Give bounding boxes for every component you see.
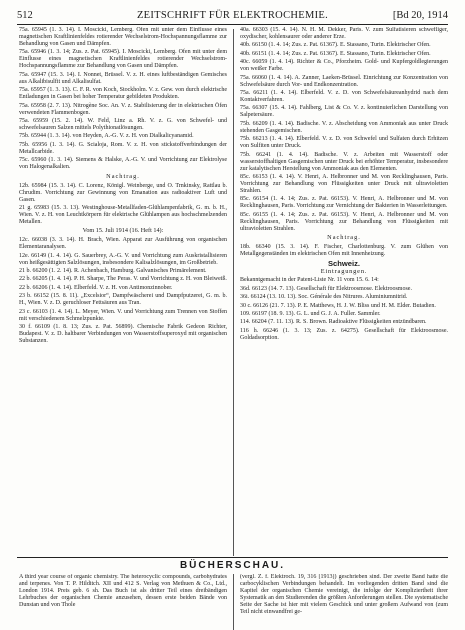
patent-entry: 116 h. 66246 (1. 3. 13; Zus. z. 64275). Gesellschaft für Elektroosmose. Goldadsorption. [240,327,448,341]
patent-entry: 75a. 65957 (1. 3. 13). C. F. R. von Koch, Stockholm. V. z. Gew. von durch elektrische Entladungen in Gasen bei hoher Temperatur gebildeten Produkten. [19,87,227,101]
patent-entry: 75a. 66211 (1. 4. 14). Elberfeld. V. z. D. von Schwefelsäureanhydrid nach dem Kontaktverfahren. [240,89,448,103]
patent-entry: 75a. 65947 (15. 3. 14). I. Nonnet, Brüssel. V. z. H. eines luftbeständigen Gemisches aus Alkalibisulfit und Alkalisulfat. [19,71,227,85]
patent-entry: 12b. 65984 (15. 3. 14). C. Lorenz, Königl. Weinberge, und O. Trnkinsky, Rattlau b. Chrudim. Vorrichtung zur Gewinnung von Emanation aus radioaktiver Luft und Gasen. [19,182,227,203]
left-column [19,27,227,558]
patent-entry: 75a. 66307 (15. 4. 14). Fahlberg, List & Co. V. z. kontinuierlichen Darstellung von Salpetersäure. [240,105,448,119]
patent-entry: 30 c. 66126 (21. 7. 13). P. E. Matthews, H. J. W. Bliss und H. M. Elder. Butadien. [240,302,436,309]
patent-entry: 75a. 65959 (15. 2. 14). W. Feld, Linz a. Rh. V. z. G. von Schwefel- und schwefelsauren Salzen mittels Polythionatlösungen. [19,117,227,131]
patent-entry: 40b. 66150 (1. 4. 14; Zus. z. Pat. 61367). E. Stassano, Turin. Elektrischer Ofen. [240,42,431,49]
patent-entry: 75a. 65945 (1. 3. 14). I. Moscicki, Lemberg. Ofen mit unter dem Einflusse eines magnetischen Kraftlinienfeldes rotierender Wechselstrom-Hochspannungsflamme zur Behandlung von Gasen und Dämpfen. [19,27,227,47]
patent-entry: 36d. 66123 (14. 7. 13). Gesellschaft für Elektroosmose. Elektroosmose. [240,285,412,292]
announcement-line: Bekanntgemacht in der Patent-Liste Nr. 11 vom 15. 6. 14: [240,277,379,284]
patent-entry: 75b. 66241 (1. 4. 14). Badische. V. z. Arbeiten mit Wasserstoff oder wasserstoffhaltigen Gasgemischen unter Druck bei erhöhter Temperatur, insbesondere zur katalytischen Herstellung von Ammoniak aus den Elementen. [240,151,448,172]
patent-entry: 18b. 66340 (15. 3. 14). F. Fischer, Charlottenburg. V. zum Glühen von Metallgegenständen im elektrischen Ofen mit Innenheizung. [240,244,448,258]
patent-entry: 21 b. 66200 (1. 2. 14). R. Achenbach, Hamburg. Galvanisches Primärelement. [19,268,207,275]
patent-entry: 75b. 65956 (1. 3. 14). G. Scialoja, Rom. V. z. H. von stickstoffverbindungen der Metallcarbide. [19,141,227,155]
patent-entry: 36i. 66124 (13. 10. 13). Soc. Générale des Nitrures. Aluminiumnitrid. [240,294,408,301]
patent-entry: 22 b. 66206 (1. 4. 14). Elberfeld. V. z. H. von Antimonzinnober. [19,284,173,291]
patent-entry: 75b. 66209 (1. 4. 14). Badische. V. z. Abscheidung von Ammoniak aus unter Druck stehenden Gasgemischen. [240,120,448,134]
journal-title: ZEITSCHRIFT FÜR ELEKTROCHEMIE. [136,10,329,21]
section-title-buecherschau: BÜCHERSCHAU. [179,560,286,571]
patent-entry: 40a. 66303 (15. 4. 14). N. H. M. Dekker, Paris. V. zum Sulfatisieren schwefliger, oxydischer, kohlensaurer oder anderer Erze. [240,27,448,40]
patent-entry: 75a. 66060 (1. 4. 14). A. Zanner, Laeken-Brüssel. Einrichtung zur Konzentration von Schwefelsäure durch Vor- und Endkonzentration. [240,74,448,88]
review-text-left: A third year course of organic chemistry. The heterocyclic compounds, carbohydrates and terpenes. Von T. P. Hilditch. XII und 412 S. Verlag von Methuen & Co., Ltd., London 1914. Preis geb. 6 sh. Das Buch ist als dritter Teil eines dreibändigen Lehrbuches der organischen Chemie anzusehen, dessen erste beiden Bände von Dunstan und von Thole [19,574,227,608]
header-rule [17,24,448,25]
review-text-right: (vergl. Z. f. Elektroch. 19, 316 [1913]) geschrieben sind. Der zweite Band hatte die carbocyklischen Verbindungen behandelt. Im vorliegenden dritten Band sind die Kapitel der organischen Chemie vereinigt, die infolge der Kompliziertheit ihrer Systematik an den Studierenden die größten Anforderungen stellen. Die systematische Seite der Sache ist hier mit vielem Geschick und unter großem Aufwand von (zum Teil nicht einwandfrei ge- [240,574,448,615]
section-heading-nachtrag: Nachtrag. [327,234,361,242]
patent-entry: 114. 66204 (7. 11. 13). R. S. Brown. Radioaktive Flüssigkeiten entzündbaren. [240,319,427,326]
patent-entry: 12c. 66038 (3. 3. 14). H. Brach, Wien. Apparat zur Ausführung von organischen Elementaranalysen. [19,237,227,251]
patent-entry: 22 b. 66205 (1. 4. 14). P. H. Sharpe, The Peras. V. und Vorrichtung z. H. von Bleiweiß. [19,276,227,283]
issue-date-heading: Vom 15. Juli 1914 (16. Heft 14): [82,227,164,235]
patent-entry: 75c. 65960 (1. 3. 14). Siemens & Halske, A.-G. V. und Vorrichtung zur Elektrolyse von Halogenalkalien. [19,157,227,171]
patent-entry: 75a. 65946 (1. 3. 14; Zus. z. Pat. 65945). I. Moscicki, Lemberg. Ofen mit unter dem Einflusse eines magnetischen Kraftlinienfeldes rotierender Wechselstrom-Hochspannungsflamme zur Behandlung von Gasen und Dämpfen. [19,49,227,70]
volume-info: [Bd 20, 1914 [392,10,448,21]
patent-entry: 85c. 66154 (1. 4. 14; Zus. z. Pat. 66153). V. Henri, A. Helbronner und M. von Recklinghausen, Paris. Vorrichtung zur Vernichtung der Bakterien in Wasserleitungen. [240,196,448,210]
patent-entry: 23 c. 66103 (1. 4. 14). L. Meyer, Wien. V. und Vorrichtung zum Trennen von Stoffen mit verschiedenem Schmelzpunkte. [19,308,227,322]
section-heading-eintragungen: Eintragungen. [320,268,368,276]
section-rule [17,557,448,558]
patent-entry: 21 g. 65983 (15. 3. 13). Westinghouse-Metallfaden-Glühlampenfabrik, G. m. b. H., Wien. V. z. H. von Leuchtkörpern für elektrische Glühlampen aus hochschmelzenden Metallen. [19,204,227,225]
patent-entry: 23 b. 66152 (15. 8. 11). „Excelsior“, Dampfwäscherei und Dampfputzerei, G. m. b. H., Wien. V. z. D. geruchloser Fettsäuren aus Tran. [19,293,227,307]
patent-list-columns [19,27,448,558]
patent-entry: 75b. 66213 (1. 4. 14). Elberfeld. V. z. D. von Schwefel und Sulfaten durch Erhitzen von Sulfiten unter Druck. [240,136,448,150]
patent-entry: 12e. 66149 (1. 4. 14). G. Sauerbrey, A.-G. V. und Vorrichtung zum Auskristallisieren von heißgesättigten Salzlösungen, insbesondere Kalisalzlösungen, im Großbetrieb. [19,252,227,266]
patent-entry: 75a. 65958 (2. 7. 13). Nitrogène Soc. An. V. z. Stabilisierung der in elektrischen Öfen verwendeten Flammenbogen. [19,102,227,116]
buecherschau-columns [19,574,448,630]
running-header [17,10,448,22]
patent-entry: 75b. 65944 (1. 3. 14). von Heyden, A.-G. V. z. H. von Dialkalicyanamid. [19,133,194,140]
patent-entry: 40b. 66151 (1. 4. 14; Zus. z. Pat. 61367). E. Stassano, Turin. Elektrischer Ofen. [240,50,431,57]
patent-entry: 40c. 66059 (1. 4. 14). Richter & Co., Pforzheim. Gold- und Kupfergoldlegierungen von weißer Farbe. [240,59,448,73]
country-heading: Schweiz. [327,259,361,269]
section-heading-nachtrag: Nachtrag. [106,172,140,180]
patent-entry: 109. 66197 (18. 9. 13). G. L. und G. J. A. Fuller. Sammler. [240,311,381,318]
page-number: 512 [17,10,33,21]
patent-entry: 85c. 66153 (1. 4. 14). V. Henri, A. Helbronner und M. von Recklinghausen, Paris. Vorrichtung zur Behandlung von Flüssigkeiten unter Druck mit ultravioletten Strahlen. [240,173,448,194]
patent-entry: 85c. 66155 (1. 4. 14; Zus. z. Pat. 66153). V. Henri, A. Helbronner und M. von Recklinghausen, Paris. Vorrichtung zur Behandlung von Flüssigkeiten mit ultravioletten Strahlen. [240,211,448,232]
right-column [240,27,448,558]
patent-entry: 30 f. 66109 (1. 8. 13; Zus. z. Pat. 56899). Chemische Fabrik Gedeon Richter, Budapest. V. z. D. haltbarer Verbindungen von Wasserstoffsuperoxyd mit organischen Substanzen. [19,324,227,345]
